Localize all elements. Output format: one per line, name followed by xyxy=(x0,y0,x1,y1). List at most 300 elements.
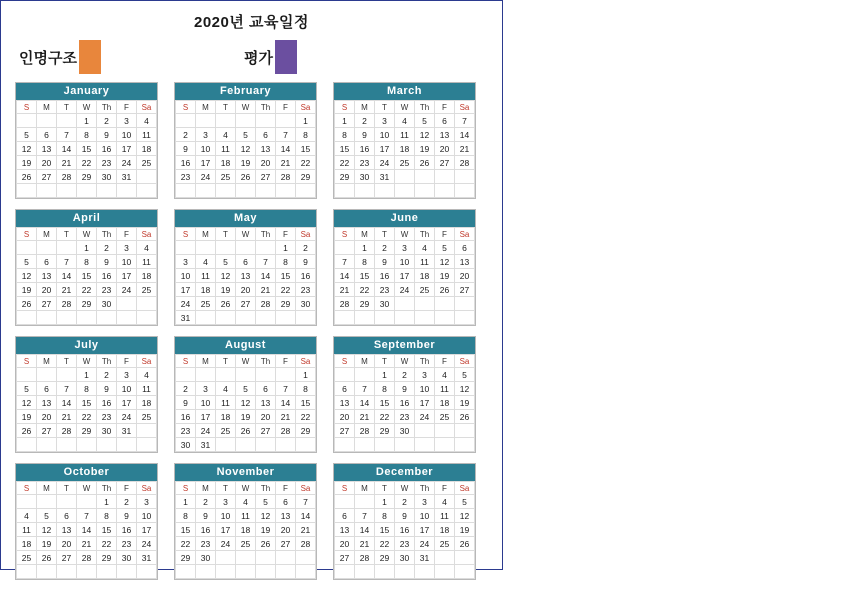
day-cell[interactable]: 27 xyxy=(455,283,475,297)
day-cell[interactable]: 20 xyxy=(256,410,276,424)
day-cell[interactable]: 14 xyxy=(77,523,97,537)
day-cell[interactable]: 1 xyxy=(77,114,97,128)
day-cell[interactable]: 20 xyxy=(335,537,355,551)
day-cell[interactable]: 25 xyxy=(17,551,37,565)
day-cell[interactable]: 4 xyxy=(196,255,216,269)
day-cell[interactable]: 30 xyxy=(395,551,415,565)
day-cell[interactable]: 20 xyxy=(37,283,57,297)
day-cell[interactable]: 7 xyxy=(335,255,355,269)
day-cell[interactable]: 1 xyxy=(355,241,375,255)
day-cell[interactable]: 9 xyxy=(97,382,117,396)
day-cell[interactable]: 28 xyxy=(57,297,77,311)
day-cell[interactable]: 14 xyxy=(276,142,296,156)
day-cell[interactable]: 8 xyxy=(355,255,375,269)
day-cell[interactable]: 9 xyxy=(117,509,137,523)
day-cell[interactable]: 21 xyxy=(57,156,77,170)
day-cell[interactable]: 25 xyxy=(435,537,455,551)
day-cell[interactable]: 27 xyxy=(37,424,57,438)
day-cell[interactable]: 6 xyxy=(37,382,57,396)
day-cell[interactable]: 8 xyxy=(176,509,196,523)
day-cell[interactable]: 22 xyxy=(176,537,196,551)
day-cell[interactable]: 4 xyxy=(17,509,37,523)
day-cell[interactable]: 11 xyxy=(137,255,157,269)
day-cell[interactable]: 14 xyxy=(57,396,77,410)
day-cell[interactable]: 13 xyxy=(57,523,77,537)
day-cell[interactable]: 13 xyxy=(256,396,276,410)
day-cell[interactable]: 28 xyxy=(276,170,296,184)
day-cell[interactable]: 26 xyxy=(236,424,256,438)
day-cell[interactable]: 18 xyxy=(137,396,157,410)
day-cell[interactable]: 24 xyxy=(176,297,196,311)
day-cell[interactable]: 27 xyxy=(256,170,276,184)
day-cell[interactable]: 6 xyxy=(455,241,475,255)
day-cell[interactable]: 2 xyxy=(176,128,196,142)
day-cell[interactable]: 5 xyxy=(236,382,256,396)
day-cell[interactable]: 13 xyxy=(256,142,276,156)
day-cell[interactable]: 29 xyxy=(276,297,296,311)
day-cell[interactable]: 20 xyxy=(335,410,355,424)
day-cell[interactable]: 2 xyxy=(117,495,137,509)
day-cell[interactable]: 2 xyxy=(375,241,395,255)
day-cell[interactable]: 31 xyxy=(117,424,137,438)
day-cell[interactable]: 29 xyxy=(77,170,97,184)
day-cell[interactable]: 31 xyxy=(375,170,395,184)
day-cell[interactable]: 14 xyxy=(296,509,316,523)
day-cell[interactable]: 23 xyxy=(355,156,375,170)
day-cell[interactable]: 16 xyxy=(97,142,117,156)
day-cell[interactable]: 12 xyxy=(415,128,435,142)
day-cell[interactable]: 21 xyxy=(455,142,475,156)
day-cell[interactable]: 23 xyxy=(117,537,137,551)
day-cell[interactable]: 30 xyxy=(355,170,375,184)
day-cell[interactable]: 16 xyxy=(296,269,316,283)
day-cell[interactable]: 12 xyxy=(236,142,256,156)
day-cell[interactable]: 8 xyxy=(97,509,117,523)
day-cell[interactable]: 5 xyxy=(17,128,37,142)
day-cell[interactable]: 29 xyxy=(335,170,355,184)
day-cell[interactable]: 9 xyxy=(176,396,196,410)
day-cell[interactable]: 26 xyxy=(435,283,455,297)
day-cell[interactable]: 19 xyxy=(455,523,475,537)
day-cell[interactable]: 8 xyxy=(77,382,97,396)
day-cell[interactable]: 7 xyxy=(276,382,296,396)
day-cell[interactable]: 2 xyxy=(176,382,196,396)
day-cell[interactable]: 13 xyxy=(455,255,475,269)
day-cell[interactable]: 17 xyxy=(415,523,435,537)
day-cell[interactable]: 17 xyxy=(415,396,435,410)
day-cell[interactable]: 20 xyxy=(236,283,256,297)
day-cell[interactable]: 14 xyxy=(355,523,375,537)
day-cell[interactable]: 3 xyxy=(176,255,196,269)
day-cell[interactable]: 11 xyxy=(216,142,236,156)
day-cell[interactable]: 5 xyxy=(256,495,276,509)
day-cell[interactable]: 15 xyxy=(77,269,97,283)
day-cell[interactable]: 23 xyxy=(375,283,395,297)
day-cell[interactable]: 10 xyxy=(415,382,435,396)
day-cell[interactable]: 10 xyxy=(395,255,415,269)
day-cell[interactable]: 17 xyxy=(117,396,137,410)
day-cell[interactable]: 27 xyxy=(256,424,276,438)
day-cell[interactable]: 21 xyxy=(276,156,296,170)
day-cell[interactable]: 27 xyxy=(335,551,355,565)
day-cell[interactable]: 28 xyxy=(57,170,77,184)
day-cell[interactable]: 17 xyxy=(375,142,395,156)
day-cell[interactable]: 10 xyxy=(196,142,216,156)
day-cell[interactable]: 20 xyxy=(435,142,455,156)
day-cell[interactable]: 7 xyxy=(296,495,316,509)
day-cell[interactable]: 25 xyxy=(137,156,157,170)
day-cell[interactable]: 5 xyxy=(37,509,57,523)
day-cell[interactable]: 7 xyxy=(355,509,375,523)
day-cell[interactable]: 19 xyxy=(37,537,57,551)
day-cell[interactable]: 13 xyxy=(37,269,57,283)
day-cell[interactable]: 22 xyxy=(77,283,97,297)
day-cell[interactable]: 9 xyxy=(196,509,216,523)
day-cell[interactable]: 8 xyxy=(77,255,97,269)
day-cell[interactable]: 19 xyxy=(216,283,236,297)
day-cell[interactable]: 21 xyxy=(276,410,296,424)
day-cell[interactable]: 4 xyxy=(435,495,455,509)
day-cell[interactable]: 10 xyxy=(415,509,435,523)
day-cell[interactable]: 19 xyxy=(256,523,276,537)
day-cell[interactable]: 9 xyxy=(176,142,196,156)
day-cell[interactable]: 6 xyxy=(335,509,355,523)
day-cell[interactable]: 16 xyxy=(97,396,117,410)
day-cell[interactable]: 13 xyxy=(37,142,57,156)
day-cell[interactable]: 11 xyxy=(137,382,157,396)
day-cell[interactable]: 11 xyxy=(435,382,455,396)
day-cell[interactable]: 21 xyxy=(57,283,77,297)
day-cell[interactable]: 14 xyxy=(276,396,296,410)
day-cell[interactable]: 26 xyxy=(236,170,256,184)
day-cell[interactable]: 23 xyxy=(97,283,117,297)
day-cell[interactable]: 28 xyxy=(256,297,276,311)
day-cell[interactable]: 13 xyxy=(276,509,296,523)
day-cell[interactable]: 26 xyxy=(256,537,276,551)
day-cell[interactable]: 3 xyxy=(117,368,137,382)
day-cell[interactable]: 26 xyxy=(455,410,475,424)
day-cell[interactable]: 4 xyxy=(137,368,157,382)
day-cell[interactable]: 29 xyxy=(375,551,395,565)
day-cell[interactable]: 6 xyxy=(276,495,296,509)
day-cell[interactable]: 28 xyxy=(455,156,475,170)
day-cell[interactable]: 14 xyxy=(256,269,276,283)
day-cell[interactable]: 24 xyxy=(415,537,435,551)
day-cell[interactable]: 19 xyxy=(17,410,37,424)
day-cell[interactable]: 27 xyxy=(37,297,57,311)
day-cell[interactable]: 7 xyxy=(57,128,77,142)
day-cell[interactable]: 30 xyxy=(395,424,415,438)
day-cell[interactable]: 3 xyxy=(375,114,395,128)
day-cell[interactable]: 17 xyxy=(196,156,216,170)
day-cell[interactable]: 18 xyxy=(137,142,157,156)
day-cell[interactable]: 21 xyxy=(256,283,276,297)
day-cell[interactable]: 7 xyxy=(455,114,475,128)
day-cell[interactable]: 22 xyxy=(296,156,316,170)
day-cell[interactable]: 8 xyxy=(276,255,296,269)
day-cell[interactable]: 27 xyxy=(276,537,296,551)
day-cell[interactable]: 9 xyxy=(97,255,117,269)
day-cell[interactable]: 30 xyxy=(375,297,395,311)
day-cell[interactable]: 28 xyxy=(276,424,296,438)
day-cell[interactable]: 25 xyxy=(415,283,435,297)
day-cell[interactable]: 12 xyxy=(455,382,475,396)
day-cell[interactable]: 16 xyxy=(395,396,415,410)
day-cell[interactable]: 11 xyxy=(216,396,236,410)
day-cell[interactable]: 3 xyxy=(196,382,216,396)
day-cell[interactable]: 27 xyxy=(57,551,77,565)
day-cell[interactable]: 7 xyxy=(355,382,375,396)
day-cell[interactable]: 30 xyxy=(117,551,137,565)
day-cell[interactable]: 13 xyxy=(37,396,57,410)
day-cell[interactable]: 26 xyxy=(17,297,37,311)
day-cell[interactable]: 5 xyxy=(17,382,37,396)
day-cell[interactable]: 29 xyxy=(296,424,316,438)
day-cell[interactable]: 6 xyxy=(256,382,276,396)
day-cell[interactable]: 6 xyxy=(57,509,77,523)
day-cell[interactable]: 21 xyxy=(77,537,97,551)
day-cell[interactable]: 7 xyxy=(57,255,77,269)
day-cell[interactable]: 21 xyxy=(355,410,375,424)
day-cell[interactable]: 6 xyxy=(236,255,256,269)
day-cell[interactable]: 23 xyxy=(196,537,216,551)
day-cell[interactable]: 10 xyxy=(176,269,196,283)
day-cell[interactable]: 11 xyxy=(236,509,256,523)
day-cell[interactable]: 9 xyxy=(97,128,117,142)
day-cell[interactable]: 12 xyxy=(216,269,236,283)
day-cell[interactable]: 28 xyxy=(355,424,375,438)
day-cell[interactable]: 20 xyxy=(455,269,475,283)
day-cell[interactable]: 6 xyxy=(256,128,276,142)
day-cell[interactable]: 30 xyxy=(176,438,196,452)
day-cell[interactable]: 7 xyxy=(276,128,296,142)
day-cell[interactable]: 20 xyxy=(276,523,296,537)
day-cell[interactable]: 31 xyxy=(117,170,137,184)
day-cell[interactable]: 1 xyxy=(375,495,395,509)
day-cell[interactable]: 29 xyxy=(355,297,375,311)
day-cell[interactable]: 20 xyxy=(256,156,276,170)
day-cell[interactable]: 30 xyxy=(97,170,117,184)
day-cell[interactable]: 12 xyxy=(256,509,276,523)
day-cell[interactable]: 22 xyxy=(375,537,395,551)
day-cell[interactable]: 17 xyxy=(216,523,236,537)
day-cell[interactable]: 23 xyxy=(296,283,316,297)
day-cell[interactable]: 2 xyxy=(196,495,216,509)
day-cell[interactable]: 15 xyxy=(375,523,395,537)
day-cell[interactable]: 15 xyxy=(276,269,296,283)
day-cell[interactable]: 3 xyxy=(395,241,415,255)
day-cell[interactable]: 15 xyxy=(296,142,316,156)
day-cell[interactable]: 23 xyxy=(395,410,415,424)
day-cell[interactable]: 15 xyxy=(77,396,97,410)
day-cell[interactable]: 2 xyxy=(97,241,117,255)
day-cell[interactable]: 14 xyxy=(335,269,355,283)
day-cell[interactable]: 20 xyxy=(57,537,77,551)
day-cell[interactable]: 19 xyxy=(17,283,37,297)
day-cell[interactable]: 17 xyxy=(117,269,137,283)
day-cell[interactable]: 5 xyxy=(216,255,236,269)
day-cell[interactable]: 9 xyxy=(395,382,415,396)
day-cell[interactable]: 20 xyxy=(37,156,57,170)
day-cell[interactable]: 3 xyxy=(415,495,435,509)
day-cell[interactable]: 27 xyxy=(335,424,355,438)
day-cell[interactable]: 30 xyxy=(296,297,316,311)
day-cell[interactable]: 4 xyxy=(435,368,455,382)
day-cell[interactable]: 27 xyxy=(236,297,256,311)
day-cell[interactable]: 13 xyxy=(335,523,355,537)
day-cell[interactable]: 19 xyxy=(455,396,475,410)
day-cell[interactable]: 19 xyxy=(435,269,455,283)
day-cell[interactable]: 3 xyxy=(196,128,216,142)
day-cell[interactable]: 5 xyxy=(236,128,256,142)
day-cell[interactable]: 31 xyxy=(137,551,157,565)
day-cell[interactable]: 18 xyxy=(236,523,256,537)
day-cell[interactable]: 3 xyxy=(137,495,157,509)
day-cell[interactable]: 24 xyxy=(375,156,395,170)
day-cell[interactable]: 22 xyxy=(375,410,395,424)
day-cell[interactable]: 1 xyxy=(77,368,97,382)
day-cell[interactable]: 6 xyxy=(37,255,57,269)
day-cell[interactable]: 2 xyxy=(395,495,415,509)
day-cell[interactable]: 23 xyxy=(97,410,117,424)
day-cell[interactable]: 15 xyxy=(375,396,395,410)
day-cell[interactable]: 15 xyxy=(97,523,117,537)
day-cell[interactable]: 1 xyxy=(296,114,316,128)
day-cell[interactable]: 16 xyxy=(355,142,375,156)
day-cell[interactable]: 7 xyxy=(57,382,77,396)
day-cell[interactable]: 19 xyxy=(236,410,256,424)
day-cell[interactable]: 8 xyxy=(296,382,316,396)
day-cell[interactable]: 23 xyxy=(395,537,415,551)
day-cell[interactable]: 6 xyxy=(435,114,455,128)
day-cell[interactable]: 4 xyxy=(395,114,415,128)
day-cell[interactable]: 9 xyxy=(395,509,415,523)
day-cell[interactable]: 10 xyxy=(117,255,137,269)
day-cell[interactable]: 25 xyxy=(216,424,236,438)
day-cell[interactable]: 17 xyxy=(137,523,157,537)
day-cell[interactable]: 3 xyxy=(415,368,435,382)
day-cell[interactable]: 25 xyxy=(137,410,157,424)
day-cell[interactable]: 12 xyxy=(17,142,37,156)
day-cell[interactable]: 15 xyxy=(296,396,316,410)
day-cell[interactable]: 16 xyxy=(196,523,216,537)
day-cell[interactable]: 22 xyxy=(296,410,316,424)
day-cell[interactable]: 10 xyxy=(196,396,216,410)
day-cell[interactable]: 23 xyxy=(176,170,196,184)
day-cell[interactable]: 12 xyxy=(37,523,57,537)
day-cell[interactable]: 8 xyxy=(296,128,316,142)
day-cell[interactable]: 28 xyxy=(355,551,375,565)
day-cell[interactable]: 18 xyxy=(395,142,415,156)
day-cell[interactable]: 18 xyxy=(415,269,435,283)
day-cell[interactable]: 11 xyxy=(137,128,157,142)
day-cell[interactable]: 24 xyxy=(216,537,236,551)
day-cell[interactable]: 2 xyxy=(97,114,117,128)
day-cell[interactable]: 26 xyxy=(17,170,37,184)
day-cell[interactable]: 18 xyxy=(216,156,236,170)
day-cell[interactable]: 30 xyxy=(196,551,216,565)
day-cell[interactable]: 12 xyxy=(17,269,37,283)
day-cell[interactable]: 16 xyxy=(395,523,415,537)
day-cell[interactable]: 21 xyxy=(57,410,77,424)
day-cell[interactable]: 2 xyxy=(395,368,415,382)
day-cell[interactable]: 3 xyxy=(117,114,137,128)
day-cell[interactable]: 6 xyxy=(37,128,57,142)
day-cell[interactable]: 15 xyxy=(335,142,355,156)
day-cell[interactable]: 16 xyxy=(176,156,196,170)
day-cell[interactable]: 2 xyxy=(296,241,316,255)
day-cell[interactable]: 25 xyxy=(395,156,415,170)
day-cell[interactable]: 14 xyxy=(455,128,475,142)
day-cell[interactable]: 16 xyxy=(176,410,196,424)
day-cell[interactable]: 19 xyxy=(17,156,37,170)
day-cell[interactable]: 18 xyxy=(196,283,216,297)
day-cell[interactable]: 19 xyxy=(236,156,256,170)
day-cell[interactable]: 4 xyxy=(216,128,236,142)
day-cell[interactable]: 1 xyxy=(176,495,196,509)
day-cell[interactable]: 21 xyxy=(335,283,355,297)
day-cell[interactable]: 22 xyxy=(97,537,117,551)
day-cell[interactable]: 2 xyxy=(355,114,375,128)
day-cell[interactable]: 15 xyxy=(355,269,375,283)
day-cell[interactable]: 9 xyxy=(355,128,375,142)
day-cell[interactable]: 8 xyxy=(335,128,355,142)
day-cell[interactable]: 1 xyxy=(375,368,395,382)
day-cell[interactable]: 29 xyxy=(77,297,97,311)
day-cell[interactable]: 3 xyxy=(216,495,236,509)
day-cell[interactable]: 29 xyxy=(176,551,196,565)
day-cell[interactable]: 10 xyxy=(375,128,395,142)
day-cell[interactable]: 2 xyxy=(97,368,117,382)
day-cell[interactable]: 1 xyxy=(77,241,97,255)
day-cell[interactable]: 29 xyxy=(97,551,117,565)
day-cell[interactable]: 18 xyxy=(216,410,236,424)
day-cell[interactable]: 10 xyxy=(137,509,157,523)
day-cell[interactable]: 12 xyxy=(435,255,455,269)
day-cell[interactable]: 11 xyxy=(395,128,415,142)
day-cell[interactable]: 18 xyxy=(17,537,37,551)
day-cell[interactable]: 16 xyxy=(375,269,395,283)
day-cell[interactable]: 31 xyxy=(196,438,216,452)
day-cell[interactable]: 17 xyxy=(196,410,216,424)
day-cell[interactable]: 17 xyxy=(176,283,196,297)
day-cell[interactable]: 1 xyxy=(276,241,296,255)
day-cell[interactable]: 16 xyxy=(117,523,137,537)
day-cell[interactable]: 25 xyxy=(137,283,157,297)
day-cell[interactable]: 13 xyxy=(435,128,455,142)
day-cell[interactable]: 25 xyxy=(196,297,216,311)
day-cell[interactable]: 26 xyxy=(37,551,57,565)
day-cell[interactable]: 12 xyxy=(236,396,256,410)
day-cell[interactable]: 3 xyxy=(117,241,137,255)
day-cell[interactable]: 28 xyxy=(77,551,97,565)
day-cell[interactable]: 23 xyxy=(97,156,117,170)
day-cell[interactable]: 30 xyxy=(97,424,117,438)
day-cell[interactable]: 26 xyxy=(17,424,37,438)
day-cell[interactable]: 22 xyxy=(276,283,296,297)
day-cell[interactable]: 23 xyxy=(176,424,196,438)
day-cell[interactable]: 15 xyxy=(77,142,97,156)
day-cell[interactable]: 24 xyxy=(117,156,137,170)
day-cell[interactable]: 11 xyxy=(435,509,455,523)
day-cell[interactable]: 17 xyxy=(395,269,415,283)
day-cell[interactable]: 4 xyxy=(236,495,256,509)
day-cell[interactable]: 9 xyxy=(296,255,316,269)
day-cell[interactable]: 8 xyxy=(375,382,395,396)
day-cell[interactable]: 4 xyxy=(137,114,157,128)
day-cell[interactable]: 19 xyxy=(415,142,435,156)
day-cell[interactable]: 26 xyxy=(216,297,236,311)
